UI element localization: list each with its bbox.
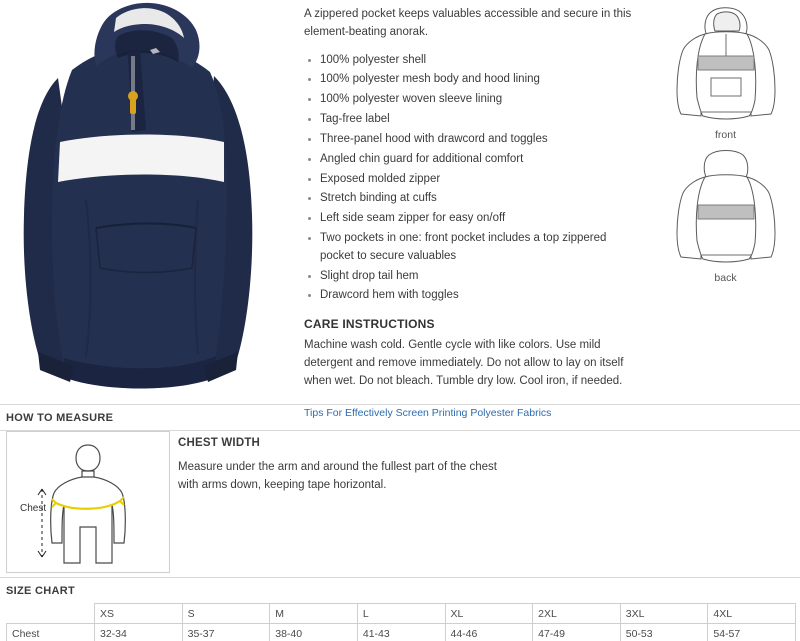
list-item: Drawcord hem with toggles: [304, 287, 639, 305]
list-item: Exposed molded zipper: [304, 171, 639, 189]
size-chart-table: [6, 603, 796, 641]
list-item: 100% polyester woven sleeve lining: [304, 91, 639, 109]
care-instructions-heading: CARE INSTRUCTIONS: [304, 317, 435, 332]
table-header-cell: XS: [95, 604, 183, 624]
chest-label: Chest: [20, 503, 47, 514]
table-header-blank: [7, 604, 95, 624]
list-item: Left side seam zipper for easy on/off: [304, 210, 639, 228]
jacket-back-sketch-block: [651, 147, 800, 284]
table-cell: 54-57: [708, 624, 796, 641]
table-header-cell: M: [270, 604, 358, 624]
table-cell: 38-40: [270, 624, 358, 641]
table-header-cell: 4XL: [708, 604, 796, 624]
list-item: Two pockets in one: front pocket includes a top zippered pocket to secure valuables: [304, 230, 639, 266]
technical-sketches: [651, 0, 800, 404]
table-header-cell: 3XL: [620, 604, 708, 624]
table-cell: 41-43: [357, 624, 445, 641]
table-row-label: Chest: [7, 624, 95, 641]
list-item: Stretch binding at cuffs: [304, 190, 639, 208]
navy-anorak-jacket-photo: [0, 0, 296, 404]
measure-diagram: [0, 431, 170, 577]
table-header-cell: S: [182, 604, 270, 624]
jacket-front-sketch-caption: front: [714, 129, 736, 141]
table-row: [7, 624, 796, 641]
product-intro: A zippered pocket keeps valuables accessible and secure in this element-beating anorak.: [304, 8, 632, 38]
jacket-front-sketch: [661, 4, 791, 124]
table-header-cell: XL: [445, 604, 533, 624]
table-cell: 47-49: [533, 624, 621, 641]
list-item: Slight drop tail hem: [304, 268, 639, 286]
chest-width-title: CHEST WIDTH: [178, 437, 261, 449]
table-header-cell: 2XL: [533, 604, 621, 624]
table-cell: 32-34: [95, 624, 183, 641]
size-chart-heading: SIZE CHART: [6, 585, 75, 597]
list-item: Three-panel hood with drawcord and toggles: [304, 131, 639, 149]
feature-list: [304, 52, 639, 306]
product-details: [296, 0, 651, 419]
jacket-front-sketch-block: [651, 4, 800, 141]
table-header-row: [7, 604, 796, 624]
chest-measure-illustration: [6, 431, 170, 573]
jacket-back-sketch: [661, 147, 791, 267]
list-item: Tag-free label: [304, 111, 639, 129]
chest-width-desc-line2: with arms down, keeping tape horizontal.: [178, 479, 387, 492]
product-photo: [0, 0, 296, 404]
table-header-cell: L: [357, 604, 445, 624]
table-cell: 50-53: [620, 624, 708, 641]
list-item: 100% polyester mesh body and hood lining: [304, 71, 639, 89]
chest-width-text: [170, 431, 800, 577]
how-to-measure-heading: HOW TO MEASURE: [6, 412, 114, 424]
list-item: 100% polyester shell: [304, 52, 639, 70]
chest-width-desc-line1: Measure under the arm and around the fullest part of the chest: [178, 461, 497, 473]
care-instructions-text: Machine wash cold. Gentle cycle with like colors. Use mild detergent and remove immediately. Do not allow to lay on itself when wet. Do not bleach. Tumble dry low. Cool iron, if needed.: [304, 339, 624, 387]
how-to-measure-body: [0, 431, 800, 577]
table-cell: 44-46: [445, 624, 533, 641]
list-item: Angled chin guard for additional comfort: [304, 151, 639, 169]
table-cell: 35-37: [182, 624, 270, 641]
jacket-back-sketch-caption: back: [714, 272, 737, 284]
screen-printing-tips-link[interactable]: Tips For Effectively Screen Printing Polyester Fabrics: [304, 406, 552, 419]
